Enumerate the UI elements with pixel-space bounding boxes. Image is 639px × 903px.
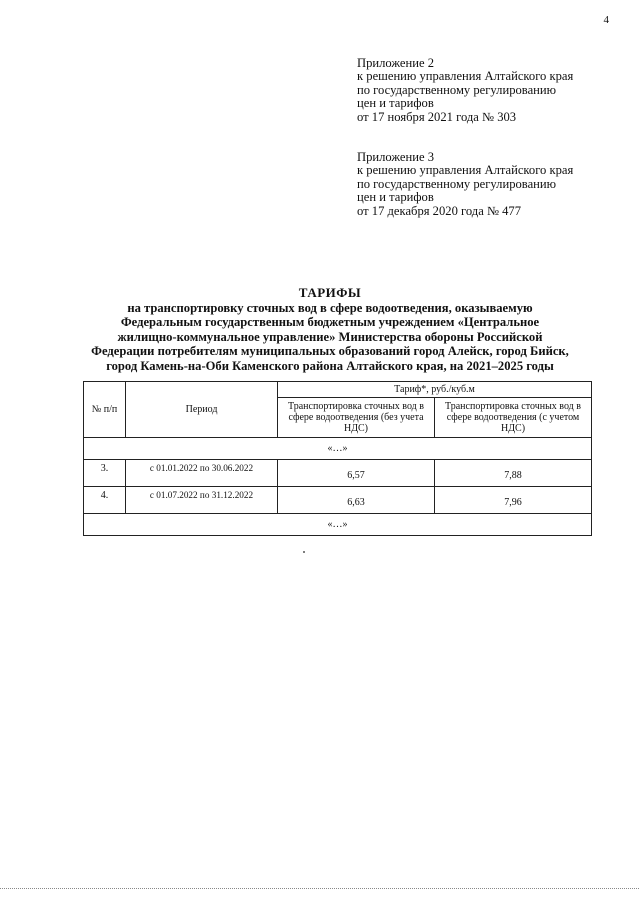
row-num: 3. <box>84 460 126 487</box>
row-with-vat: 7,96 <box>435 487 592 514</box>
document-title <box>70 286 590 373</box>
appendix-2-block <box>357 57 627 124</box>
appendix-line: Приложение 2 <box>357 56 435 70</box>
title-line: Федерации потребителям муниципальных образований город Алейск, город Бийск, <box>91 344 569 358</box>
title-main: ТАРИФЫ <box>298 285 362 300</box>
appendix-3-block <box>357 151 627 218</box>
appendix-line: по государственному регулированию <box>357 82 557 97</box>
header-with-vat: Транспортировка сточных вод в сфере водоотведения (с учетом НДС) <box>435 398 592 438</box>
page-bottom-edge <box>0 888 639 889</box>
ellipsis-bottom: «…» <box>84 514 592 536</box>
appendix-line: от 17 декабря 2020 года № 477 <box>357 203 522 218</box>
title-line: город Камень-на-Оби Каменского района Алтайского края, на 2021–2025 годы <box>106 358 554 373</box>
table-row <box>84 487 592 514</box>
row-without-vat: 6,63 <box>278 487 435 514</box>
row-without-vat: 6,57 <box>278 460 435 487</box>
appendix-line: по государственному регулированию <box>357 176 557 191</box>
scan-dot <box>303 551 305 553</box>
row-period: с 01.07.2022 по 31.12.2022 <box>126 487 278 514</box>
tariffs-table <box>83 381 592 536</box>
appendix-line: цен и тарифов <box>357 96 434 111</box>
header-num: № п/п <box>84 382 126 438</box>
table-row <box>84 460 592 487</box>
title-line: жилищно-коммунальное управление» Министерства обороны Российской <box>117 329 543 344</box>
row-with-vat: 7,88 <box>435 460 592 487</box>
header-tariff-group: Тариф*, руб./куб.м <box>278 382 592 398</box>
title-line: на транспортировку сточных вод в сфере водоотведения, оказываемую <box>127 300 533 315</box>
appendix-line: цен и тарифов <box>357 190 434 205</box>
header-without-vat: Транспортировка сточных вод в сфере водоотведения (без учета НДС) <box>278 398 435 438</box>
ellipsis-top: «…» <box>84 438 592 460</box>
header-period: Период <box>126 382 278 438</box>
row-period: с 01.01.2022 по 30.06.2022 <box>126 460 278 487</box>
row-num: 4. <box>84 487 126 514</box>
page-number: 4 <box>603 14 609 26</box>
appendix-line: к решению управления Алтайского края <box>357 69 574 84</box>
appendix-line: от 17 ноября 2021 года № 303 <box>357 109 517 124</box>
appendix-line: Приложение 3 <box>357 150 435 164</box>
title-line: Федеральным государственным бюджетным учреждением «Центральное <box>120 315 540 329</box>
appendix-line: к решению управления Алтайского края <box>357 163 574 178</box>
